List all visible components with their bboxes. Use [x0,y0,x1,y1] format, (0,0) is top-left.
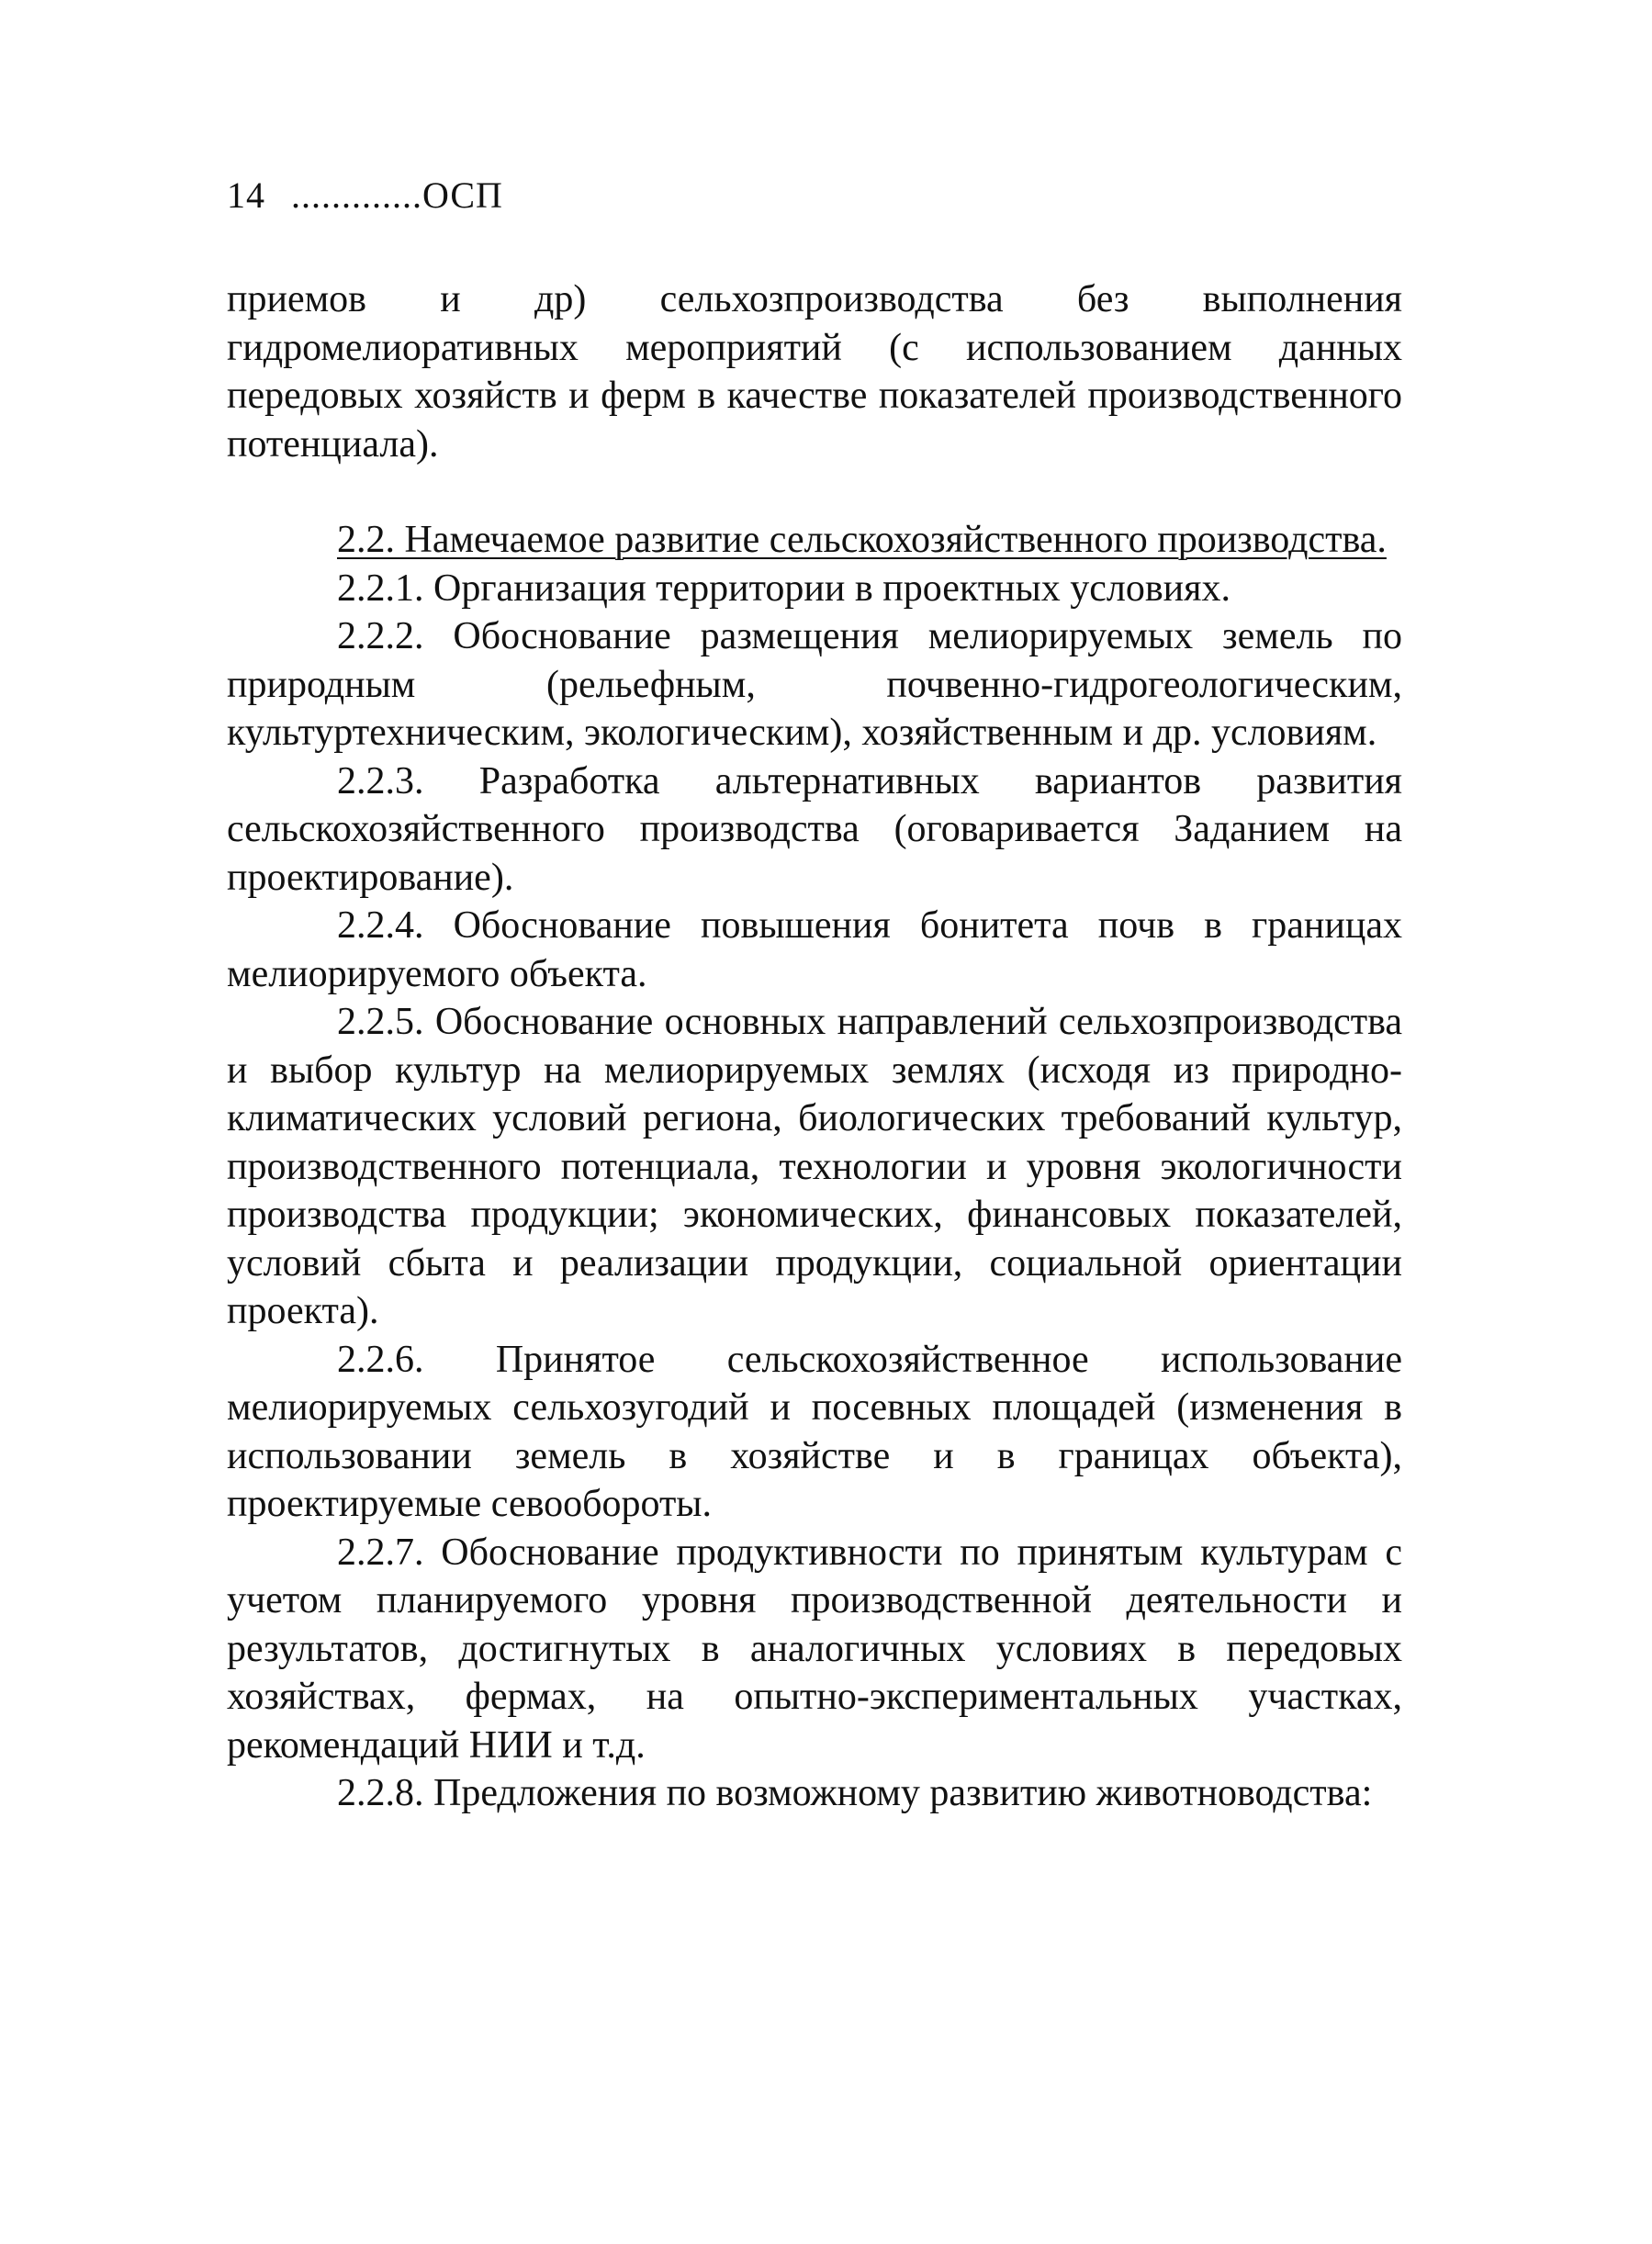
item-2-2-4: 2.2.4. Обоснование повышения бонитета почв в границах мелиорируемого объекта. [227,904,1402,995]
item-2-2-7: 2.2.7. Обоснование продуктивности по принятым культурам с учетом планируемого уровня производственной деятельности и результатов, достигнутых в аналогичных условиях в передовых хозяйствах, фермах, на опытно-экспериментальных участках, рекомендаций НИИ и т.д. [227,1531,1402,1767]
item-2-2-2: 2.2.2. Обоснование размещения мелиорируемых земель по природным (рельефным, почвенно-гидрогеологическим, культуртехническим, экологическим), хозяйственным и др. условиям. [227,615,1402,754]
item-2-2-3: 2.2.3. Разработка альтернативных вариантов развития сельскохозяйственного производства (оговаривается Заданием на проектирование). [227,759,1402,899]
running-title: .............ОСП [291,174,503,216]
body-text [227,275,1402,1818]
item-2-2-8: 2.2.8. Предложения по возможному развитию животноводства: [337,1772,1373,1814]
item-2-2-6: 2.2.6. Принятое сельскохозяйственное использование мелиорируемых сельхозугодий и посевных площадей (изменения в использовании земель в хозяйстве и в границах объекта), проектируемые севообороты. [227,1338,1402,1525]
item-2-2-1: 2.2.1. Организация территории в проектных условиях. [337,567,1231,610]
page-number: 14 [227,174,265,216]
section-heading-2-2: 2.2. Намечаемое развитие сельскохозяйственного производства. [337,519,1387,561]
item-2-2-5: 2.2.5. Обоснование основных направлений сельхозпроизводства и выбор культур на мелиорируемых землях (исходя из природно-климатических условий региона, биологических требований культур, производственного потенциала, технологии и уровня экологичности производства продукции; экономических, финансовых показателей, условий сбыта и реализации продукции, социальной ориентации проекта). [227,1001,1402,1332]
paragraph-continuation: приемов и др) сельхозпроизводства без выполнения гидромелиоративных мероприятий (с использованием данных передовых хозяйств и ферм в качестве показателей производственного потенциала). [227,278,1402,466]
page-header [227,173,503,219]
